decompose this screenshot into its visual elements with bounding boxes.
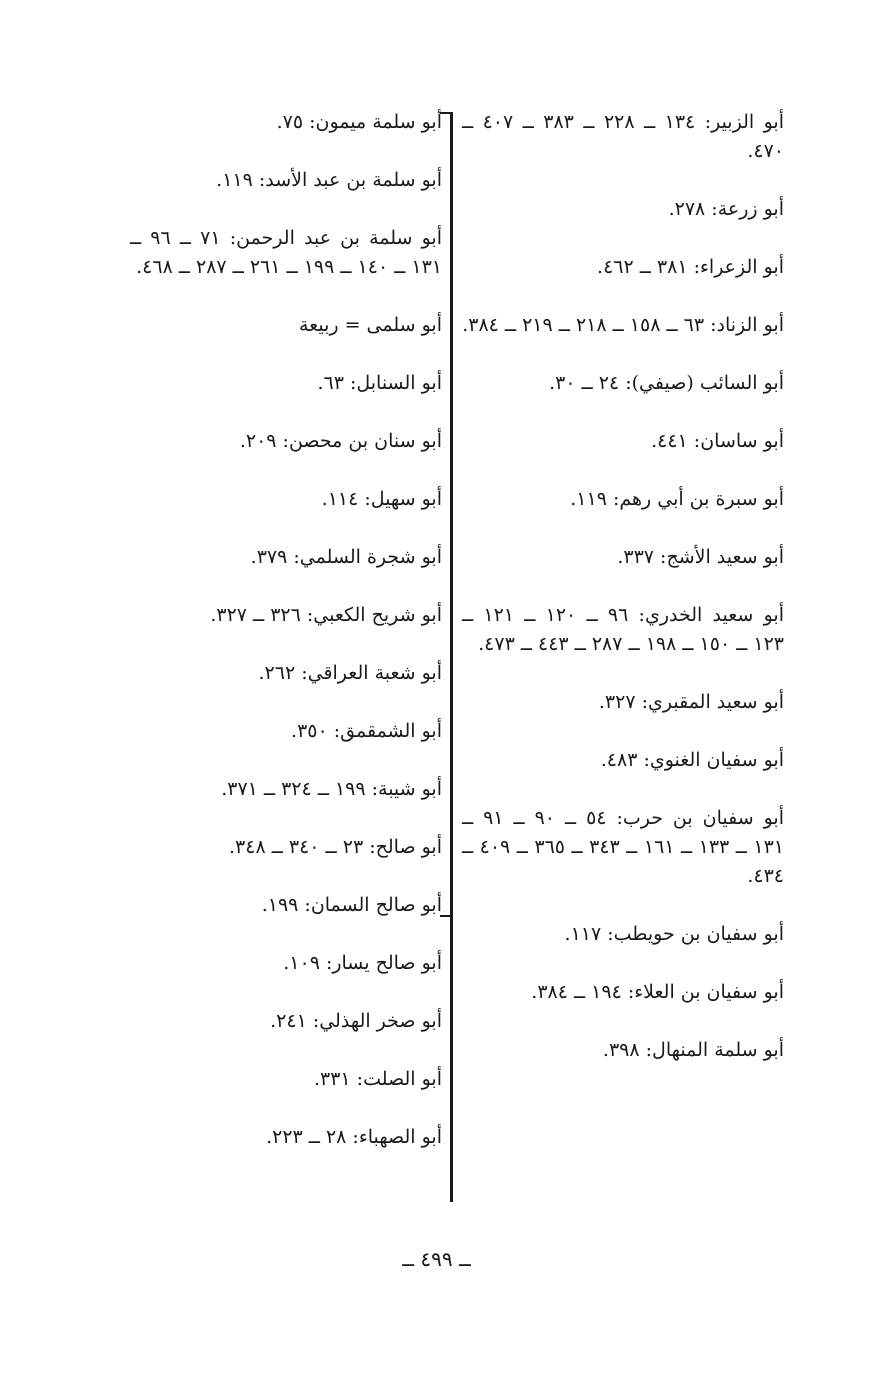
index-entry: أبو سبرة بن أبي رهم: ١١٩. — [570, 488, 784, 510]
left-index-column — [130, 108, 442, 1181]
index-entry: أبو الصهباء: ٢٨ ــ ٢٢٣. — [266, 1126, 442, 1148]
index-entry: أبو صخر الهذلي: ٢٤١. — [270, 1010, 442, 1032]
index-entry: أبو سعيد الخدري: ٩٦ ــ ١٢٠ ــ ١٢١ ــ ١٢٣ ــ ١٥٠ ــ ١٩٨ ــ ٢٨٧ ــ ٤٤٣ ــ ٤٧٣. — [462, 604, 784, 655]
index-entry: أبو سلمة بن عبد الرحمن: ٧١ ــ ٩٦ ــ ١٣١ ــ ١٤٠ ــ ١٩٩ ــ ٢٦١ ــ ٢٨٧ ــ ٤٦٨. — [130, 227, 442, 278]
index-entry: أبو شريح الكعبي: ٣٢٦ ــ ٣٢٧. — [210, 604, 442, 626]
index-entry: أبو سلمة المنهال: ٣٩٨. — [602, 1039, 784, 1061]
index-entry: أبو صالح: ٢٣ ــ ٣٤٠ ــ ٣٤٨. — [229, 836, 442, 858]
index-entry: أبو شجرة السلمي: ٣٧٩. — [250, 546, 442, 568]
index-entry: أبو صالح يسار: ١٠٩. — [283, 952, 442, 974]
index-entry: أبو سفيان الغنوي: ٤٨٣. — [600, 749, 784, 771]
index-entry: أبو سلمى = ربيعة — [298, 314, 442, 336]
index-entry: أبو سفيان بن العلاء: ١٩٤ ــ ٣٨٤. — [531, 981, 784, 1003]
index-entry: أبو الشمقمق: ٣٥٠. — [291, 720, 442, 742]
page-number: ــ ٤٩٩ ــ — [402, 1247, 471, 1271]
index-entry: أبو الزبير: ١٣٤ ــ ٢٢٨ ــ ٣٨٣ ــ ٤٠٧ ــ ٤٧٠. — [462, 111, 784, 162]
right-index-column — [462, 108, 784, 1094]
index-entry: أبو السنابل: ٦٣. — [317, 372, 442, 394]
index-entry: أبو سعيد المقبري: ٣٢٧. — [598, 691, 784, 713]
index-entry: أبو زرعة: ٢٧٨. — [668, 198, 784, 220]
index-entry: أبو سنان بن محصن: ٢٠٩. — [239, 430, 442, 452]
column-divider — [450, 112, 453, 1202]
index-entry: أبو صالح السمان: ١٩٩. — [261, 894, 442, 916]
index-entry: أبو سفيان بن حويطب: ١١٧. — [564, 923, 784, 945]
index-entry: أبو سعيد الأشج: ٣٣٧. — [617, 546, 784, 568]
index-entry: أبو ساسان: ٤٤١. — [651, 430, 784, 452]
index-entry: أبو شعبة العراقي: ٢٦٢. — [258, 662, 442, 684]
index-entry: أبو الزعراء: ٣٨١ ــ ٤٦٢. — [597, 256, 784, 278]
index-entry: أبو سلمة ميمون: ٧٥. — [276, 111, 442, 133]
index-entry: أبو سهيل: ١١٤. — [321, 488, 442, 510]
index-entry: أبو سفيان بن حرب: ٥٤ ــ ٩٠ ــ ٩١ ــ ١٣١ ــ ١٣٣ ــ ١٦١ ــ ٣٤٣ ــ ٣٦٥ ــ ٤٠٩ ــ ٤٣٤. — [462, 807, 784, 887]
index-entry: أبو الزناد: ٦٣ ــ ١٥٨ ــ ٢١٨ ــ ٢١٩ ــ ٣٨٤. — [462, 314, 784, 336]
index-entry: أبو السائب (صيفي): ٢٤ ــ ٣٠. — [549, 372, 784, 394]
index-entry: أبو سلمة بن عبد الأسد: ١١٩. — [216, 169, 442, 191]
index-entry: أبو شيبة: ١٩٩ ــ ٣٢٤ ــ ٣٧١. — [221, 778, 442, 800]
index-entry: أبو الصلت: ٣٣١. — [313, 1068, 442, 1090]
